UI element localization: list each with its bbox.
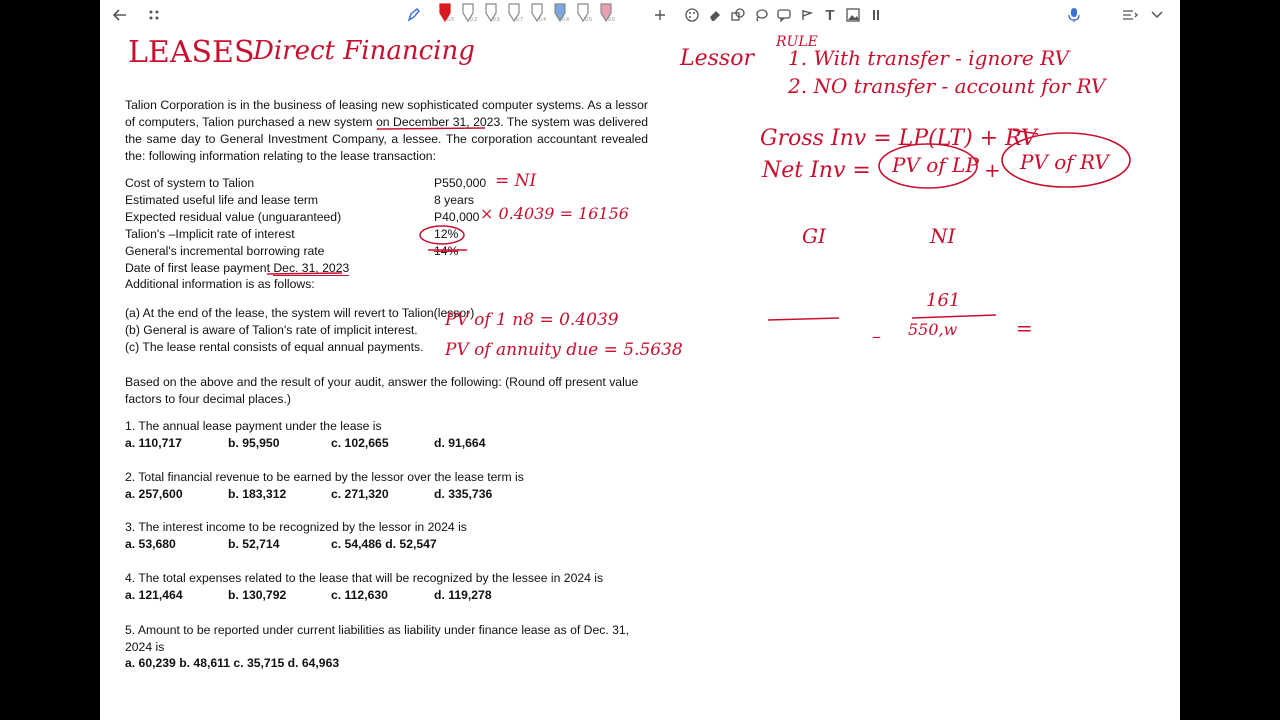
question-text: 2. Total financial revenue to be earned by the lessor over the lease term is xyxy=(125,470,524,484)
pen-size-label: 0.2 xyxy=(470,17,477,23)
pen-size-label: 0.4 xyxy=(562,17,569,23)
fraction-denominator: 550,w xyxy=(908,320,958,339)
pen-5-icon[interactable] xyxy=(529,2,545,28)
title-leases: LEASES xyxy=(128,35,255,70)
pen-size-label: 0.4 xyxy=(539,17,546,23)
stamp-icon[interactable] xyxy=(798,4,816,26)
fact-label: General's incremental borrowing rate xyxy=(125,244,325,258)
fact-value: P550,000 xyxy=(434,176,487,190)
text-tool-icon[interactable]: T xyxy=(825,6,835,24)
additional-info-heading: Additional information is as follows: xyxy=(125,277,315,291)
answer-option: d. 335,736 xyxy=(434,487,493,501)
pen-size-label: 0.5 xyxy=(585,17,592,23)
fact-value: P40,000 xyxy=(434,210,480,224)
answer-option: a. 53,680 xyxy=(125,537,176,551)
first-payment-date: Dec. 31, 2023 xyxy=(273,261,350,275)
cost-equals-ni: = NI xyxy=(495,171,537,191)
fact-value: 8 years xyxy=(434,193,474,207)
rule-1: 1. With transfer - ignore RV xyxy=(788,46,1069,70)
gi-label: GI xyxy=(802,224,826,248)
first-payment-label: Date of first lease payment xyxy=(125,261,270,275)
fraction-bar xyxy=(912,315,996,318)
pen-size-label: 0.7 xyxy=(516,17,523,23)
back-arrow-icon[interactable] xyxy=(110,4,130,26)
intro-paragraph: Talion Corporation is in the business of leasing new sophisticated computer systems. As a lessor of computers, Talion purchased a new system on December 31, 2023. The system was delivered the same day to General Investment Company, a lessee. The corporation accountant revealed the: following information relating to the lease transaction: xyxy=(125,98,648,163)
question-text: 4. The total expenses related to the lease that will be recognized by the lessee in 2024 is xyxy=(125,571,604,585)
pen-size-label: 0.5 xyxy=(608,17,615,23)
net-investment-label: Net Inv = xyxy=(762,158,871,183)
condition-item: (c) The lease rental consists of equal annual payments. xyxy=(125,340,424,354)
answer-option: c. 112,630 xyxy=(331,588,388,602)
expand-collapse-icon[interactable] xyxy=(1120,4,1140,26)
answer-option: c. 271,320 xyxy=(331,487,389,501)
pen-size-label: 0.5 xyxy=(447,17,454,23)
note-page xyxy=(100,0,1180,720)
equals-sign: = xyxy=(1016,316,1033,340)
purchase-date: December 31, 2023 xyxy=(393,115,501,129)
condition-item: (a) At the end of the lease, the system will revert to Talion(lessor) xyxy=(125,306,475,320)
answer-option: c. 102,665 xyxy=(331,436,389,450)
pv-of-lp: PV of LP xyxy=(892,153,979,177)
rule-2: 2. NO transfer - account for RV xyxy=(788,74,1106,98)
lasso-icon[interactable] xyxy=(752,4,770,26)
pv-of-rv: PV of RV xyxy=(1020,150,1109,174)
toolbar xyxy=(100,0,1180,30)
fact-value: 12% xyxy=(434,227,459,241)
answer-option: b. 130,792 xyxy=(228,588,287,602)
question-text: 1. The annual lease payment under the lease is xyxy=(125,419,382,433)
pv-factor-note: PV of 1 n8 = 0.4039 xyxy=(445,310,619,330)
pen-6-icon[interactable] xyxy=(552,2,568,28)
pen-size-label: 0.5 xyxy=(493,17,500,23)
condition-item: (b) General is aware of Talion's rate of implicit interest. xyxy=(125,323,418,337)
comment-icon[interactable] xyxy=(775,4,793,26)
title-direct-financing: Direct Financing xyxy=(253,36,475,66)
pencil-icon[interactable] xyxy=(404,4,424,26)
pen-8-icon[interactable] xyxy=(598,2,614,28)
first-payment-row xyxy=(125,261,349,275)
answer-option: a. 110,717 xyxy=(125,436,182,450)
gross-investment-formula: Gross Inv = LP(LT) + RV xyxy=(760,126,1037,151)
instructions: Based on the above and the result of your audit, answer the following: (Round off present value factors to four decimal places.) xyxy=(125,375,639,406)
fact-label: Expected residual value (unguaranteed) xyxy=(125,210,342,224)
minus-sign: – xyxy=(872,326,881,347)
pen-7-icon[interactable] xyxy=(575,2,591,28)
question-text: 5. Amount to be reported under current liabilities as liability under finance lease as of Dec. 31, 2024 is xyxy=(125,623,630,654)
answer-option: b. 95,950 xyxy=(228,436,280,450)
pen-2-icon[interactable] xyxy=(460,2,476,28)
fact-label: Talion's –Implicit rate of interest xyxy=(125,227,295,241)
rule-label: RULE xyxy=(776,34,818,50)
answer-option: d. 119,278 xyxy=(434,588,492,602)
pen-red-icon[interactable] xyxy=(437,2,453,28)
residual-value-calc: × 0.4039 = 16156 xyxy=(480,204,629,223)
ni-label: NI xyxy=(930,224,956,248)
microphone-icon[interactable] xyxy=(1065,4,1083,26)
palette-icon[interactable] xyxy=(683,4,701,26)
answer-option: c. 54,486 d. 52,547 xyxy=(331,537,437,551)
add-pen-icon[interactable] xyxy=(652,4,668,26)
answer-option: b. 183,312 xyxy=(228,487,287,501)
toolbar-more-icon[interactable] xyxy=(867,4,885,26)
question-text: 3. The interest income to be recognized by the lessor in 2024 is xyxy=(125,520,467,534)
answer-option: b. 52,714 xyxy=(228,537,280,551)
answer-option: a. 60,239 b. 48,611 c. 35,715 d. 64,963 xyxy=(125,656,340,670)
pv-annuity-note: PV of annuity due = 5.5638 xyxy=(445,340,683,360)
image-icon[interactable] xyxy=(844,4,862,26)
pen-4-icon[interactable] xyxy=(506,2,522,28)
lessor-note: Lessor xyxy=(680,46,754,71)
grid-menu-icon[interactable] xyxy=(144,4,164,26)
blank-line xyxy=(768,318,839,320)
pen-3-icon[interactable] xyxy=(483,2,499,28)
fact-value: 14% xyxy=(434,244,459,258)
eraser-icon[interactable] xyxy=(706,4,724,26)
chevron-down-icon[interactable] xyxy=(1148,4,1166,26)
answer-option: a. 121,464 xyxy=(125,588,183,602)
fraction-numerator: 161 xyxy=(926,290,961,311)
answer-option: d. 91,664 xyxy=(434,436,486,450)
plus-sign: + xyxy=(984,158,1001,182)
shapes-icon[interactable] xyxy=(729,4,747,26)
fact-label: Cost of system to Talion xyxy=(125,176,255,190)
fact-label: Estimated useful life and lease term xyxy=(125,193,319,207)
answer-option: a. 257,600 xyxy=(125,487,183,501)
